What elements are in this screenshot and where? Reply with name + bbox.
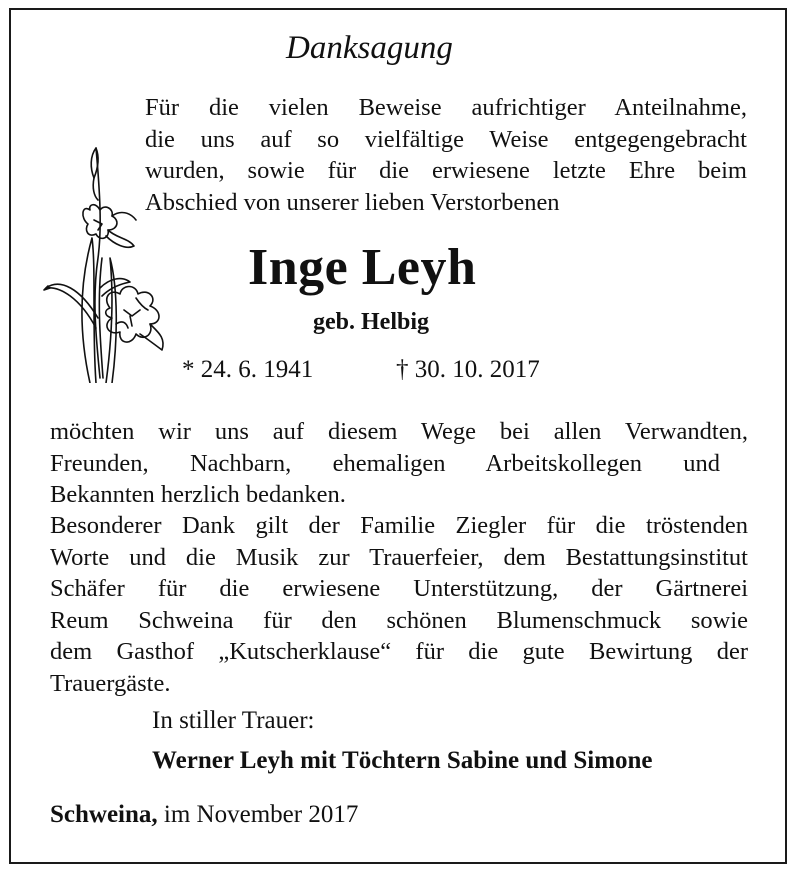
- intro-line: wurden, sowie für die erwiesene letzte Ehre beim: [145, 157, 747, 184]
- thanks-line: Schäfer für die erwiesene Unterstützung, der Gärtnerei: [50, 575, 748, 602]
- thanks-line: Trauergäste.: [50, 669, 171, 697]
- body-line: Freunden, Nachbarn, ehemaligen Arbeitskollegen und: [50, 449, 720, 477]
- mourning-label: In stiller Trauer:: [152, 707, 315, 734]
- body-line: Bekannten herzlich bedanken.: [50, 481, 346, 508]
- thanks-line: Reum Schweina für den schönen Blumenschmuck sowie: [50, 606, 748, 634]
- family-signature: Werner Leyh mit Töchtern Sabine und Simone: [152, 747, 653, 774]
- intro-paragraph: [145, 92, 747, 218]
- thanks-line: dem Gasthof „Kutscherklause“ für die gute Bewirtung der: [50, 638, 748, 665]
- thanks-line: Besonderer Dank gilt der Familie Ziegler für die tröstenden: [50, 512, 748, 539]
- iris-flower-icon: [40, 138, 170, 383]
- body-line: möchten wir uns auf diesem Wege bei allen Verwandten,: [50, 418, 748, 445]
- intro-line: die uns auf so vielfältige Weise entgegengebracht: [145, 125, 747, 153]
- thanks-line: Worte und die Musik zur Trauerfeier, dem Bestattungsinstitut: [50, 543, 748, 571]
- date: im November 2017: [163, 801, 359, 828]
- place-date: [50, 801, 358, 829]
- special-thanks-paragraph: [50, 510, 748, 699]
- intro-line: Für die vielen Beweise aufrichtiger Anteilnahme,: [145, 94, 747, 121]
- birth-date: * 24. 6. 1941: [182, 356, 314, 383]
- thanks-paragraph: [50, 416, 748, 511]
- place: Schweina,: [50, 801, 158, 828]
- deceased-name: Inge Leyh: [248, 239, 477, 296]
- birth-name: geb. Helbig: [313, 309, 430, 335]
- intro-line: Abschied von unserer lieben Verstorbenen: [145, 188, 560, 216]
- heading: Danksagung: [286, 30, 453, 66]
- death-date: † 30. 10. 2017: [396, 356, 540, 383]
